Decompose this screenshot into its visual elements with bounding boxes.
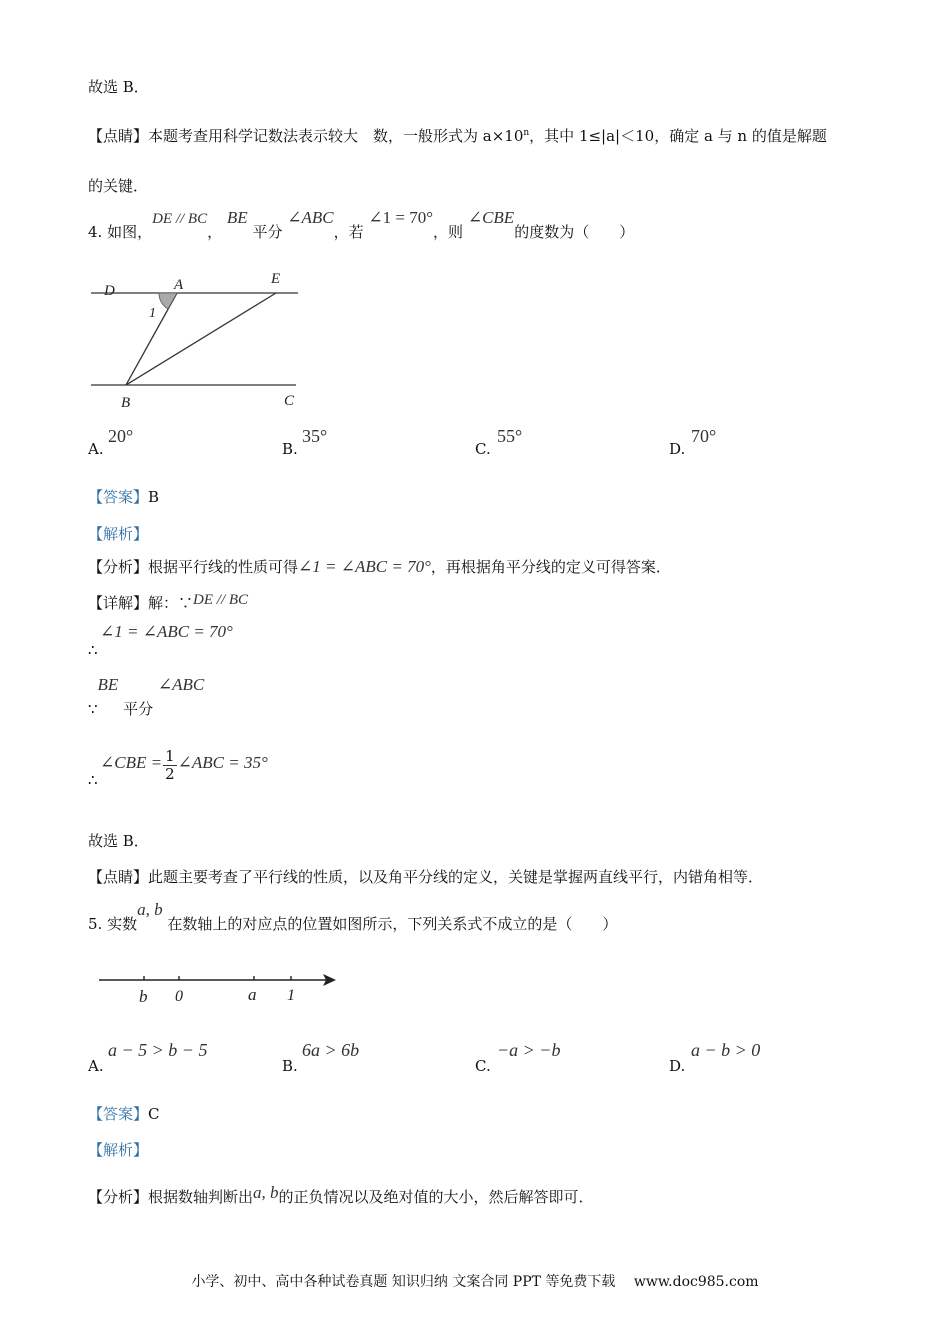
- q5-number: 5. 实数: [88, 915, 138, 933]
- q4-text-bisects: 平分: [252, 223, 283, 241]
- q5-option-b-letter: B.: [282, 1057, 298, 1075]
- q4-detail-text: 解：∵: [148, 594, 194, 612]
- label-a: A: [174, 277, 184, 293]
- q5-option-c-value: −a > −b: [497, 1040, 561, 1060]
- q4-math-angle1: ∠1 = 70°: [368, 208, 434, 227]
- q4-option-c-value: 55°: [497, 426, 523, 446]
- q4-answer: [88, 486, 159, 507]
- q4-step2-bisects: 平分: [123, 700, 154, 718]
- q5-fenxi-text-b: 的正负情况以及绝对值的大小，然后解答即可．: [278, 1188, 594, 1206]
- q4-step2-because: ∵: [88, 700, 98, 718]
- text-dianjing-prev-end: 的关键．: [88, 177, 149, 195]
- q4-text-if: ，若: [333, 223, 364, 241]
- q4-fenxi: [88, 556, 671, 577]
- q4-fenxi-math: ∠1 = ∠ABC = 70°: [298, 557, 431, 576]
- question-5: [88, 900, 618, 934]
- axis-label-one: 1: [287, 987, 295, 1004]
- q4-detail-tag: 【详解】: [88, 594, 149, 612]
- q5-option-d-letter: D.: [669, 1057, 686, 1075]
- q5-option-b-value: 6a > 6b: [302, 1040, 360, 1060]
- q5-option-c-letter: C.: [475, 1057, 491, 1075]
- q4-analysis-tag: 【解析】: [88, 525, 149, 543]
- text-conclusion-prev: 故选 B．: [88, 78, 149, 96]
- q5-answer-value: C: [148, 1105, 160, 1123]
- label-b: B: [121, 395, 131, 411]
- label-c: C: [284, 393, 295, 409]
- q4-dianjing: 【点睛】此题主要考查了平行线的性质，以及角平分线的定义，关键是掌握两直线平行，内错角相等．: [88, 868, 764, 886]
- q4-step1-math: [100, 622, 233, 642]
- q4-step3-numerator: 1: [165, 747, 175, 765]
- text-dianjing-prev: [88, 125, 827, 146]
- axis-label-zero: 0: [175, 988, 183, 1005]
- q4-math-de-parallel-bc: DE // BC: [152, 211, 208, 227]
- q5-answer: [88, 1103, 160, 1124]
- q4-step3-fraction: [163, 748, 177, 784]
- q4-option-a-letter: A.: [88, 440, 104, 458]
- dianjing-superscript: n: [523, 128, 530, 138]
- q4-detail-math: DE // BC: [193, 592, 249, 608]
- q5-option-d-value: a − b > 0: [691, 1040, 761, 1060]
- q5-text: 在数轴上的对应点的位置如图所示，下列关系式不成立的是（ ）: [167, 915, 618, 933]
- q5-option-a-letter: A.: [88, 1057, 104, 1075]
- q4-math-angle-abc: ∠ABC: [287, 208, 334, 227]
- q5-option-a-value: a − 5 > b − 5: [108, 1040, 208, 1060]
- q4-fenxi-tag: 【分析】: [88, 558, 149, 576]
- q4-answer-value: B: [148, 488, 160, 506]
- q4-sep: ，: [207, 223, 223, 241]
- q5-fenxi-math: a, b: [253, 1183, 279, 1202]
- q5-fenxi-text-a: 根据数轴判断出: [148, 1188, 254, 1206]
- q4-math-be: BE: [226, 208, 248, 227]
- q4-option-d-value: 70°: [691, 426, 717, 446]
- q4-option-c-letter: C.: [475, 440, 491, 458]
- q4-step3-denominator: 2: [165, 765, 175, 784]
- q4-step1-expr: ∠1 = ∠ABC = 70°: [100, 622, 233, 641]
- q4-option-a-value: 20°: [108, 426, 134, 446]
- q4-option-b-value: 35°: [302, 426, 328, 446]
- q4-step3-left: ∠CBE =: [100, 752, 163, 772]
- page-footer: 小学、初中、高中各种试卷真题 知识归纳 文案合同 PPT 等免费下载 www.doc985.com: [191, 1274, 759, 1290]
- dianjing-part-b: ，其中 1≤|a|＜10，确定 a 与 n 的值是解题: [529, 127, 827, 145]
- dianjing-part-a: 【点睛】本题考查用科学记数法表示较大 数，一般形式为 a×10: [88, 127, 524, 145]
- q4-answer-tag: 【答案】: [88, 488, 149, 506]
- q5-math-ab: a, b: [137, 900, 163, 919]
- q4-step3-therefore: ∴: [88, 771, 98, 789]
- q5-fenxi: [88, 1183, 594, 1207]
- q4-figure: [88, 262, 308, 412]
- angle-1-marker: [159, 293, 177, 309]
- q4-text-end: 的度数为（ ）: [514, 223, 635, 241]
- label-1: 1: [149, 306, 156, 321]
- q4-step2-be: BE: [97, 675, 119, 694]
- label-d: D: [104, 283, 115, 299]
- q4-number: 4. 如图，: [88, 223, 153, 241]
- q5-analysis-tag: 【解析】: [88, 1141, 149, 1159]
- q5-answer-tag: 【答案】: [88, 1105, 149, 1123]
- label-e: E: [271, 271, 281, 287]
- q4-step3-math: [100, 746, 268, 782]
- q4-fenxi-text-a: 根据平行线的性质可得: [148, 558, 299, 576]
- q4-option-d-letter: D.: [669, 440, 686, 458]
- question-4: [88, 208, 635, 242]
- axis-label-a: a: [248, 985, 257, 1004]
- q4-fenxi-text-b: ，再根据角平分线的定义可得答案．: [430, 558, 671, 576]
- q4-option-b-letter: B.: [282, 440, 298, 458]
- q4-step2: [88, 675, 205, 718]
- q5-number-line: [95, 968, 345, 1008]
- q4-math-angle-cbe: ∠CBE: [467, 208, 515, 227]
- q4-step1-therefore: ∴: [88, 641, 98, 659]
- q4-text-then: ，则: [433, 223, 464, 241]
- axis-label-b: b: [139, 987, 148, 1006]
- q4-step2-angle-abc: ∠ABC: [157, 675, 205, 694]
- q4-detail: [88, 592, 248, 613]
- q4-conclusion: 故选 B．: [88, 832, 149, 850]
- q5-fenxi-tag: 【分析】: [88, 1188, 149, 1206]
- q4-step3-right: ∠ABC = 35°: [177, 752, 268, 772]
